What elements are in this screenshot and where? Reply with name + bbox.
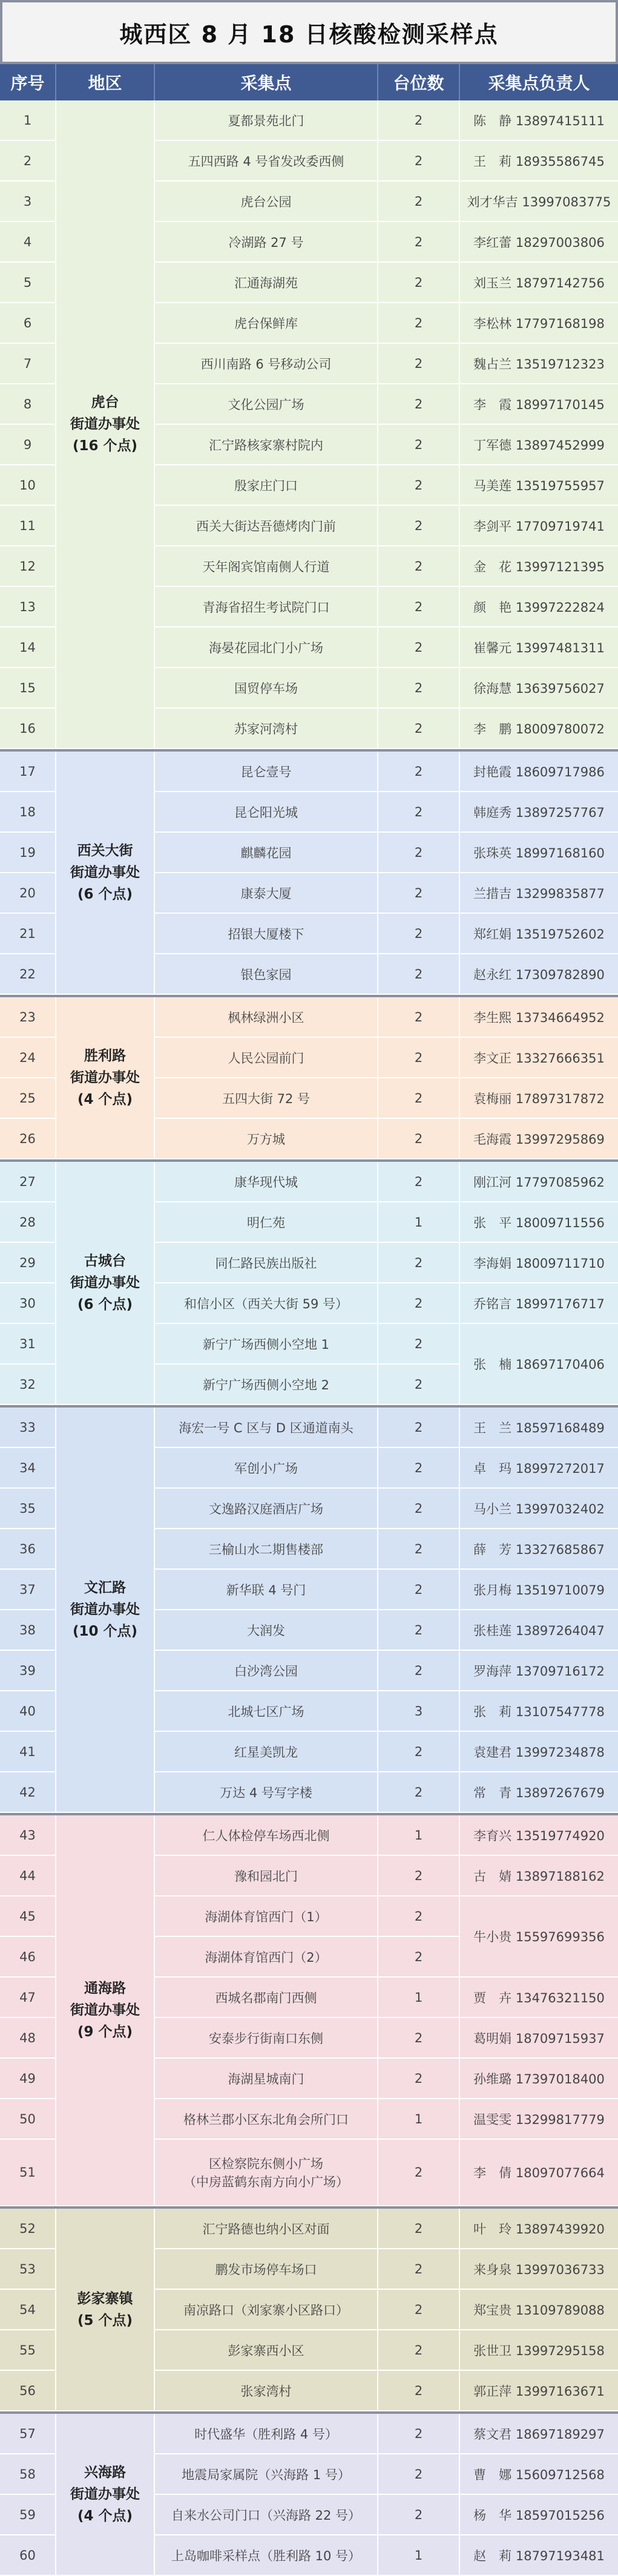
- seq-cell: 35: [0, 1489, 56, 1529]
- contact-cell: 罗海萍 13709716172: [460, 1651, 618, 1691]
- site-cell: 西川南路 6 号移动公司: [155, 344, 378, 384]
- stations-cell: 2: [378, 997, 460, 1038]
- site-cell: 仁人体检停车场西北侧: [155, 1815, 378, 1856]
- contact-cell: 常 青 13897267679: [460, 1772, 618, 1813]
- stations-cell: 2: [378, 1162, 460, 1202]
- contact-cell: 赵 莉 18797193481: [460, 2535, 618, 2576]
- contact-cell: 魏占兰 13519712323: [460, 344, 618, 384]
- header-district: 地区: [56, 64, 155, 100]
- site-cell: 彭家寨西小区: [155, 2330, 378, 2371]
- contact-cell: 李剑平 17709719741: [460, 506, 618, 546]
- site-cell: 海湖体育馆西门（1）: [155, 1896, 378, 1937]
- contact-cell: 张 楠 18697170406: [460, 1324, 618, 1405]
- stations-cell: 2: [378, 2454, 460, 2495]
- district-section: [0, 997, 618, 1159]
- site-cell: 地震局家属院（兴海路 1 号）: [155, 2454, 378, 2495]
- seq-cell: 56: [0, 2371, 56, 2411]
- site-cell: 文化公园广场: [155, 384, 378, 425]
- stations-cell: 2: [378, 628, 460, 668]
- contact-cell: 崔馨元 13997481311: [460, 628, 618, 668]
- stations-cell: 2: [378, 1038, 460, 1078]
- district-section: [0, 1408, 618, 1813]
- site-cell: 康华现代城: [155, 1162, 378, 1202]
- seq-cell: 14: [0, 628, 56, 668]
- contact-cell: 张月梅 13519710079: [460, 1570, 618, 1610]
- site-cell: 汇通海湖苑: [155, 263, 378, 303]
- contact-cell: 袁建君 13997234878: [460, 1732, 618, 1772]
- seq-cell: 17: [0, 752, 56, 792]
- contact-cell: 张 莉 13107547778: [460, 1691, 618, 1732]
- seq-cell: 37: [0, 1570, 56, 1610]
- district-cell: 文汇路 街道办事处 (10 个点): [56, 1408, 155, 1813]
- contact-cell: 韩庭秀 13897257767: [460, 792, 618, 833]
- contact-cell: 李海娟 18009711710: [460, 1243, 618, 1283]
- contact-cell: 王 兰 18597168489: [460, 1408, 618, 1448]
- district-cell: 胜利路 街道办事处 (4 个点): [56, 997, 155, 1159]
- site-cell: 豫和园北门: [155, 1856, 378, 1896]
- site-cell: 区检察院东侧小广场 （中房蓝鹤东南方向小广场）: [155, 2140, 378, 2206]
- seq-cell: 27: [0, 1162, 56, 1202]
- seq-cell: 19: [0, 833, 56, 873]
- site-cell: 张家湾村: [155, 2371, 378, 2411]
- site-cell: 安泰步行街南口东侧: [155, 2018, 378, 2059]
- seq-cell: 45: [0, 1896, 56, 1937]
- contact-cell: 李 霞 18997170145: [460, 384, 618, 425]
- seq-cell: 7: [0, 344, 56, 384]
- contact-cell: 李 倩 18097077664: [460, 2140, 618, 2206]
- stations-cell: 2: [378, 668, 460, 709]
- seq-cell: 53: [0, 2249, 56, 2290]
- stations-cell: 2: [378, 873, 460, 914]
- contact-cell: 丁军德 13897452999: [460, 425, 618, 465]
- site-cell: 昆仑阳光城: [155, 792, 378, 833]
- district-cell: 通海路 街道办事处 (9 个点): [56, 1815, 155, 2206]
- seq-cell: 1: [0, 100, 56, 141]
- contact-cell: 刘才华吉 13997083775: [460, 182, 618, 222]
- site-cell: 军创小广场: [155, 1448, 378, 1489]
- stations-cell: 2: [378, 954, 460, 995]
- site-cell: 五四西路 4 号省发改委西侧: [155, 141, 378, 182]
- site-cell: 海晏花园北门小广场: [155, 628, 378, 668]
- stations-cell: 2: [378, 1408, 460, 1448]
- contact-cell: 叶 玲 13897439920: [460, 2209, 618, 2249]
- district-cell: 虎台 街道办事处 (16 个点): [56, 100, 155, 749]
- seq-cell: 44: [0, 1856, 56, 1896]
- stations-cell: 2: [378, 506, 460, 546]
- stations-cell: 2: [378, 2018, 460, 2059]
- contact-cell: 李文正 13327666351: [460, 1038, 618, 1078]
- site-cell: 虎台保鲜库: [155, 303, 378, 344]
- site-cell: 和信小区（西关大街 59 号）: [155, 1283, 378, 1324]
- site-cell: 明仁苑: [155, 1202, 378, 1243]
- district-section: [0, 2414, 618, 2576]
- site-cell: 汇宁路核家寨村院内: [155, 425, 378, 465]
- seq-cell: 39: [0, 1651, 56, 1691]
- contact-cell: 郑宝贵 13109789088: [460, 2290, 618, 2330]
- stations-cell: 2: [378, 384, 460, 425]
- stations-cell: 2: [378, 1610, 460, 1651]
- seq-cell: 58: [0, 2454, 56, 2495]
- stations-cell: 2: [378, 100, 460, 141]
- page-title: 城西区 8 月 18 日核酸检测采样点: [0, 0, 618, 64]
- site-cell: 虎台公园: [155, 182, 378, 222]
- seq-cell: 30: [0, 1283, 56, 1324]
- site-cell: 天年阁宾馆南侧人行道: [155, 546, 378, 587]
- stations-cell: 2: [378, 263, 460, 303]
- seq-cell: 6: [0, 303, 56, 344]
- contact-cell: 徐海慧 13639756027: [460, 668, 618, 709]
- site-cell: 殷家庄门口: [155, 465, 378, 506]
- stations-cell: 2: [378, 182, 460, 222]
- stations-cell: 1: [378, 1202, 460, 1243]
- stations-cell: 2: [378, 303, 460, 344]
- contact-cell: 牛小贵 15597699356: [460, 1896, 618, 1978]
- contact-cell: 郭正萍 13997163671: [460, 2371, 618, 2411]
- site-cell: 昆仑壹号: [155, 752, 378, 792]
- site-cell: 鹏发市场停车场口: [155, 2249, 378, 2290]
- contact-cell: 李红蕾 18297003806: [460, 222, 618, 263]
- stations-cell: 3: [378, 1691, 460, 1732]
- stations-cell: 2: [378, 587, 460, 628]
- stations-cell: 2: [378, 1243, 460, 1283]
- contact-cell: 卓 玛 18997272017: [460, 1448, 618, 1489]
- seq-cell: 10: [0, 465, 56, 506]
- district-section: [0, 1815, 618, 2206]
- contact-cell: 曹 娜 15609712568: [460, 2454, 618, 2495]
- site-cell: 新宁广场西侧小空地 1: [155, 1324, 378, 1365]
- site-cell: 万达 4 号写字楼: [155, 1772, 378, 1813]
- seq-cell: 25: [0, 1078, 56, 1119]
- seq-cell: 52: [0, 2209, 56, 2249]
- stations-cell: 2: [378, 1078, 460, 1119]
- site-cell: 格林兰郡小区东北角会所门口: [155, 2099, 378, 2140]
- stations-cell: 2: [378, 2371, 460, 2411]
- contact-cell: 杨 华 18597015256: [460, 2495, 618, 2535]
- site-cell: 人民公园前门: [155, 1038, 378, 1078]
- contact-cell: 兰措吉 13299835877: [460, 873, 618, 914]
- site-cell: 北城七区广场: [155, 1691, 378, 1732]
- seq-cell: 13: [0, 587, 56, 628]
- site-cell: 汇宁路德也纳小区对面: [155, 2209, 378, 2249]
- stations-cell: 2: [378, 2059, 460, 2099]
- contact-cell: 乔铭言 18997176717: [460, 1283, 618, 1324]
- stations-cell: 2: [378, 2330, 460, 2371]
- seq-cell: 2: [0, 141, 56, 182]
- stations-cell: 2: [378, 2414, 460, 2454]
- stations-cell: 2: [378, 792, 460, 833]
- stations-cell: 2: [378, 2209, 460, 2249]
- seq-cell: 20: [0, 873, 56, 914]
- seq-cell: 55: [0, 2330, 56, 2371]
- district-cell: 兴海路 街道办事处 (4 个点): [56, 2414, 155, 2576]
- stations-cell: 2: [378, 1896, 460, 1937]
- district-section: [0, 752, 618, 995]
- seq-cell: 51: [0, 2140, 56, 2206]
- site-cell: 时代盛华（胜利路 4 号）: [155, 2414, 378, 2454]
- seq-cell: 9: [0, 425, 56, 465]
- contact-cell: 刚江河 17797085962: [460, 1162, 618, 1202]
- stations-cell: 2: [378, 2249, 460, 2290]
- site-cell: 苏家河湾村: [155, 709, 378, 749]
- header-stations: 台位数: [378, 64, 460, 100]
- contact-cell: 张 平 18009711556: [460, 1202, 618, 1243]
- site-cell: 五四大街 72 号: [155, 1078, 378, 1119]
- site-cell: 新宁广场西侧小空地 2: [155, 1365, 378, 1405]
- site-cell: 青海省招生考试院门口: [155, 587, 378, 628]
- seq-cell: 33: [0, 1408, 56, 1448]
- stations-cell: 2: [378, 1570, 460, 1610]
- contact-cell: 金 花 13997121395: [460, 546, 618, 587]
- site-cell: 文逸路汉庭酒店广场: [155, 1489, 378, 1529]
- seq-cell: 49: [0, 2059, 56, 2099]
- seq-cell: 46: [0, 1937, 56, 1978]
- stations-cell: 2: [378, 914, 460, 954]
- contact-cell: 张世卫 13997295158: [460, 2330, 618, 2371]
- seq-cell: 40: [0, 1691, 56, 1732]
- contact-cell: 袁梅丽 17897317872: [460, 1078, 618, 1119]
- stations-cell: 1: [378, 2099, 460, 2140]
- district-section: [0, 2209, 618, 2411]
- district-section: [0, 100, 618, 749]
- seq-cell: 42: [0, 1772, 56, 1813]
- seq-cell: 24: [0, 1038, 56, 1078]
- seq-cell: 3: [0, 182, 56, 222]
- header-contact: 采集点负责人: [488, 73, 590, 93]
- contact-cell: 封艳霞 18609717986: [460, 752, 618, 792]
- header-seq: 序号: [0, 64, 56, 100]
- site-cell: 海湖星城南门: [155, 2059, 378, 2099]
- seq-cell: 38: [0, 1610, 56, 1651]
- stations-cell: 2: [378, 752, 460, 792]
- site-cell: 西关大街达吾德烤肉门前: [155, 506, 378, 546]
- stations-cell: 2: [378, 222, 460, 263]
- stations-cell: 1: [378, 1978, 460, 2018]
- contact-cell: 王 莉 18935586745: [460, 141, 618, 182]
- stations-cell: 2: [378, 344, 460, 384]
- stations-cell: 2: [378, 1324, 460, 1365]
- contact-cell: 郑红娟 13519752602: [460, 914, 618, 954]
- seq-cell: 12: [0, 546, 56, 587]
- seq-cell: 16: [0, 709, 56, 749]
- seq-cell: 50: [0, 2099, 56, 2140]
- stations-cell: 2: [378, 1365, 460, 1405]
- site-cell: 夏都景苑北门: [155, 100, 378, 141]
- contact-cell: 孙维璐 17397018400: [460, 2059, 618, 2099]
- stations-cell: 2: [378, 1772, 460, 1813]
- stations-cell: 2: [378, 2140, 460, 2206]
- seq-cell: 47: [0, 1978, 56, 2018]
- seq-cell: 31: [0, 1324, 56, 1365]
- stations-cell: 2: [378, 1529, 460, 1570]
- seq-cell: 60: [0, 2535, 56, 2576]
- district-cell: 古城台 街道办事处 (6 个点): [56, 1162, 155, 1405]
- stations-cell: 2: [378, 1732, 460, 1772]
- contact-cell: 马美莲 13519755957: [460, 465, 618, 506]
- site-cell: 枫林绿洲小区: [155, 997, 378, 1038]
- district-cell: 彭家寨镇 (5 个点): [56, 2209, 155, 2411]
- seq-cell: 28: [0, 1202, 56, 1243]
- stations-cell: 2: [378, 1651, 460, 1691]
- contact-cell: 张珠英 18997168160: [460, 833, 618, 873]
- district-cell: 西关大街 街道办事处 (6 个点): [56, 752, 155, 995]
- site-cell: 冷湖路 27 号: [155, 222, 378, 263]
- site-cell: 银色家园: [155, 954, 378, 995]
- stations-cell: 2: [378, 1448, 460, 1489]
- stations-cell: 1: [378, 1815, 460, 1856]
- seq-cell: 23: [0, 997, 56, 1038]
- contact-cell: 张桂莲 13897264047: [460, 1610, 618, 1651]
- site-cell: 大润发: [155, 1610, 378, 1651]
- stations-cell: 2: [378, 546, 460, 587]
- site-cell: 自来水公司门口（兴海路 22 号）: [155, 2495, 378, 2535]
- site-cell: 康泰大厦: [155, 873, 378, 914]
- site-cell: 海宏一号 C 区与 D 区通道南头: [155, 1408, 378, 1448]
- seq-cell: 36: [0, 1529, 56, 1570]
- seq-cell: 26: [0, 1119, 56, 1159]
- seq-cell: 4: [0, 222, 56, 263]
- contact-cell: 薛 芳 13327685867: [460, 1529, 618, 1570]
- contact-cell: 古 婧 13897188162: [460, 1856, 618, 1896]
- contact-cell: 陈 静 13897415111: [460, 100, 618, 141]
- stations-cell: 2: [378, 1856, 460, 1896]
- seq-cell: 22: [0, 954, 56, 995]
- contact-cell: 葛明娟 18709715937: [460, 2018, 618, 2059]
- seq-cell: 32: [0, 1365, 56, 1405]
- contact-cell: 李松林 17797168198: [460, 303, 618, 344]
- seq-cell: 8: [0, 384, 56, 425]
- table-header: [0, 64, 618, 100]
- seq-cell: 18: [0, 792, 56, 833]
- seq-cell: 5: [0, 263, 56, 303]
- contact-cell: 李育兴 13519774920: [460, 1815, 618, 1856]
- header-site: 采集点: [155, 64, 378, 100]
- site-cell: 新华联 4 号门: [155, 1570, 378, 1610]
- stations-cell: 2: [378, 425, 460, 465]
- site-cell: 招银大厦楼下: [155, 914, 378, 954]
- site-cell: 上岛咖啡采样点（胜利路 10 号）: [155, 2535, 378, 2576]
- contact-cell: 来身泉 13997036733: [460, 2249, 618, 2290]
- contact-cell: 刘玉兰 18797142756: [460, 263, 618, 303]
- site-cell: 同仁路民族出版社: [155, 1243, 378, 1283]
- contact-cell: 李生熙 13734664952: [460, 997, 618, 1038]
- seq-cell: 41: [0, 1732, 56, 1772]
- stations-cell: 2: [378, 1119, 460, 1159]
- site-cell: 麒麟花园: [155, 833, 378, 873]
- contact-cell: 蔡文君 18697189297: [460, 2414, 618, 2454]
- stations-cell: 2: [378, 1489, 460, 1529]
- stations-cell: 2: [378, 141, 460, 182]
- seq-cell: 57: [0, 2414, 56, 2454]
- seq-cell: 11: [0, 506, 56, 546]
- contact-cell: 李 鹏 18009780072: [460, 709, 618, 749]
- stations-cell: 1: [378, 2535, 460, 2576]
- seq-cell: 15: [0, 668, 56, 709]
- stations-cell: 2: [378, 709, 460, 749]
- stations-cell: 2: [378, 2290, 460, 2330]
- seq-cell: 48: [0, 2018, 56, 2059]
- site-cell: 万方城: [155, 1119, 378, 1159]
- stations-cell: 2: [378, 2495, 460, 2535]
- seq-cell: 54: [0, 2290, 56, 2330]
- contact-cell: 颜 艳 13997222824: [460, 587, 618, 628]
- site-cell: 南凉路口（刘家寨小区路口）: [155, 2290, 378, 2330]
- seq-cell: 59: [0, 2495, 56, 2535]
- site-cell: 白沙湾公园: [155, 1651, 378, 1691]
- seq-cell: 21: [0, 914, 56, 954]
- seq-cell: 29: [0, 1243, 56, 1283]
- contact-cell: 毛海霞 13997295869: [460, 1119, 618, 1159]
- site-cell: 国贸停车场: [155, 668, 378, 709]
- contact-cell: 赵永红 17309782890: [460, 954, 618, 995]
- stations-cell: 2: [378, 1283, 460, 1324]
- stations-cell: 2: [378, 1937, 460, 1978]
- site-cell: 红星美凯龙: [155, 1732, 378, 1772]
- contact-cell: 马小兰 13997032402: [460, 1489, 618, 1529]
- site-cell: 海湖体育馆西门（2）: [155, 1937, 378, 1978]
- contact-cell: 温雯雯 13299817779: [460, 2099, 618, 2140]
- site-cell: 西城名郡南门西侧: [155, 1978, 378, 2018]
- stations-cell: 2: [378, 465, 460, 506]
- site-cell: 三榆山水二期售楼部: [155, 1529, 378, 1570]
- seq-cell: 34: [0, 1448, 56, 1489]
- district-section: [0, 1162, 618, 1405]
- stations-cell: 2: [378, 833, 460, 873]
- contact-cell: 贾 卉 13476321150: [460, 1978, 618, 2018]
- seq-cell: 43: [0, 1815, 56, 1856]
